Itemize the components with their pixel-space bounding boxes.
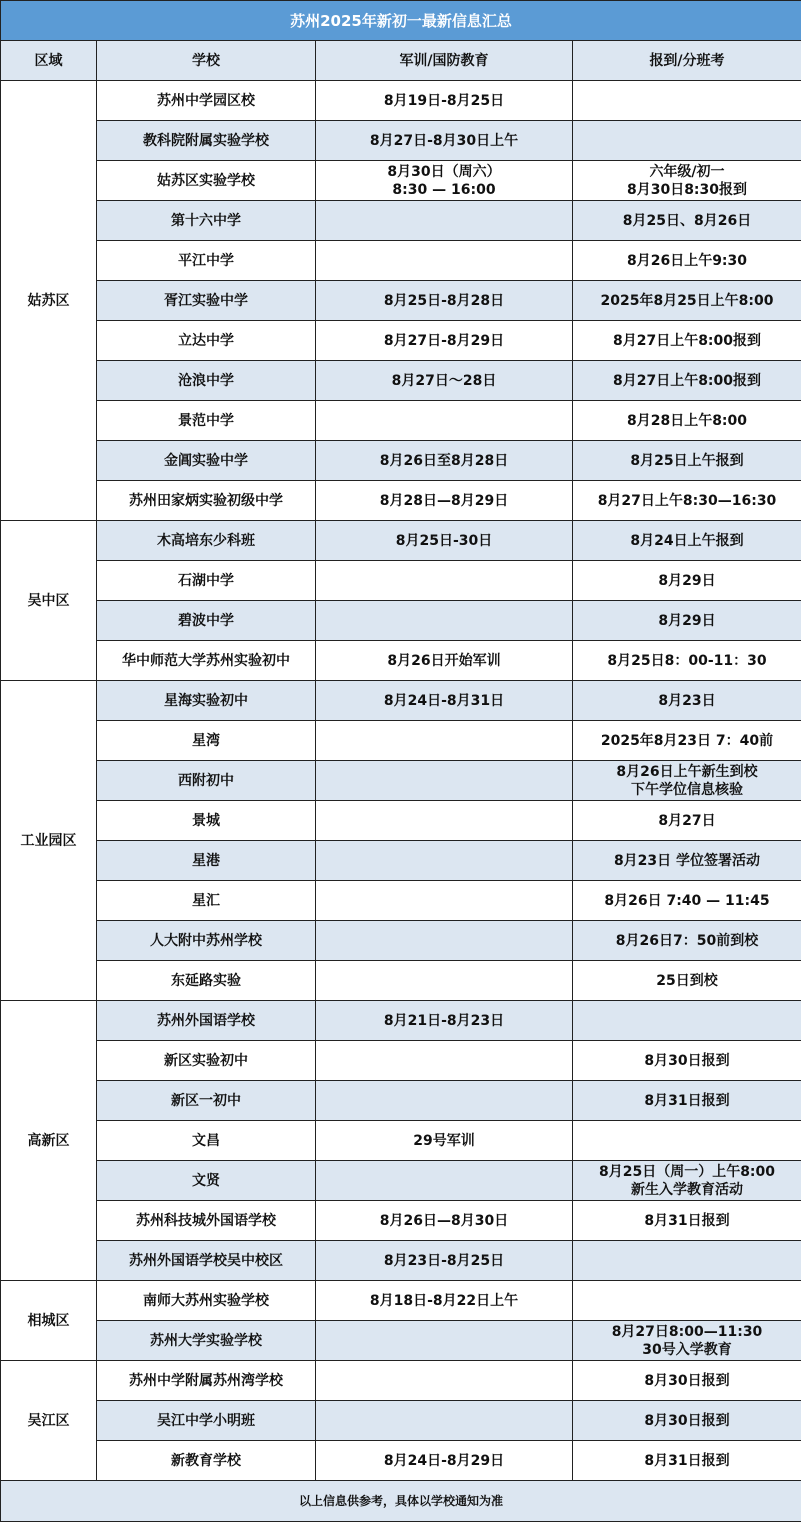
registration-cell: 8月26日 7:40 — 11:45 bbox=[573, 881, 801, 921]
title-row bbox=[1, 1, 801, 41]
table-row bbox=[1, 721, 801, 761]
registration-cell: 8月27日上午8:00报到 bbox=[573, 361, 801, 401]
training-cell: 8月27日～28日 bbox=[316, 361, 573, 401]
registration-cell: 8月25日、8月26日 bbox=[573, 201, 801, 241]
table-row bbox=[1, 1201, 801, 1241]
table-row bbox=[1, 161, 801, 201]
table-row bbox=[1, 281, 801, 321]
registration-cell: 六年级/初一 8月30日8:30报到 bbox=[573, 161, 801, 201]
header-training: 军训/国防教育 bbox=[316, 41, 573, 81]
table-row bbox=[1, 1321, 801, 1361]
header-registration: 报到/分班考 bbox=[573, 41, 801, 81]
training-cell: 8月26日—8月30日 bbox=[316, 1201, 573, 1241]
training-cell bbox=[316, 1401, 573, 1441]
training-cell: 8月25日-30日 bbox=[316, 521, 573, 561]
table-row bbox=[1, 441, 801, 481]
training-cell: 8月19日-8月25日 bbox=[316, 81, 573, 121]
table-row bbox=[1, 1281, 801, 1321]
registration-cell bbox=[573, 1281, 801, 1321]
school-cell: 吴江中学小明班 bbox=[97, 1401, 316, 1441]
registration-cell: 2025年8月23日 7：40前 bbox=[573, 721, 801, 761]
registration-cell bbox=[573, 121, 801, 161]
training-cell bbox=[316, 241, 573, 281]
school-cell: 苏州田家炳实验初级中学 bbox=[97, 481, 316, 521]
table-row bbox=[1, 601, 801, 641]
table-row bbox=[1, 1161, 801, 1201]
registration-cell: 8月31日报到 bbox=[573, 1081, 801, 1121]
district-cell: 高新区 bbox=[1, 1001, 97, 1281]
registration-cell bbox=[573, 1241, 801, 1281]
header-district: 区域 bbox=[1, 41, 97, 81]
registration-cell: 8月23日 学位签署活动 bbox=[573, 841, 801, 881]
school-cell: 立达中学 bbox=[97, 321, 316, 361]
school-cell: 苏州外国语学校 bbox=[97, 1001, 316, 1041]
school-cell: 教科院附属实验学校 bbox=[97, 121, 316, 161]
training-cell: 8月23日-8月25日 bbox=[316, 1241, 573, 1281]
training-cell bbox=[316, 761, 573, 801]
registration-cell: 8月27日8:00—11:30 30号入学教育 bbox=[573, 1321, 801, 1361]
registration-cell: 8月27日上午8:30—16:30 bbox=[573, 481, 801, 521]
registration-cell: 8月26日7：50前到校 bbox=[573, 921, 801, 961]
footer-row bbox=[1, 1481, 801, 1522]
training-cell bbox=[316, 881, 573, 921]
table-row bbox=[1, 401, 801, 441]
table-row bbox=[1, 881, 801, 921]
page-title: 苏州2025年新初一最新信息汇总 bbox=[1, 1, 801, 41]
training-cell bbox=[316, 1361, 573, 1401]
table-row bbox=[1, 521, 801, 561]
school-cell: 木高培东少科班 bbox=[97, 521, 316, 561]
registration-cell: 8月26日上午新生到校 下午学位信息核验 bbox=[573, 761, 801, 801]
registration-cell: 8月25日（周一）上午8:00 新生入学教育活动 bbox=[573, 1161, 801, 1201]
registration-cell: 8月24日上午报到 bbox=[573, 521, 801, 561]
registration-cell: 8月31日报到 bbox=[573, 1201, 801, 1241]
training-cell bbox=[316, 401, 573, 441]
table-row bbox=[1, 641, 801, 681]
school-cell: 第十六中学 bbox=[97, 201, 316, 241]
table-row bbox=[1, 841, 801, 881]
school-cell: 东延路实验 bbox=[97, 961, 316, 1001]
table-row bbox=[1, 1121, 801, 1161]
registration-cell: 8月28日上午8:00 bbox=[573, 401, 801, 441]
training-cell bbox=[316, 1161, 573, 1201]
school-cell: 新教育学校 bbox=[97, 1441, 316, 1481]
table-row bbox=[1, 961, 801, 1001]
school-cell: 苏州中学附属苏州湾学校 bbox=[97, 1361, 316, 1401]
school-cell: 金阊实验中学 bbox=[97, 441, 316, 481]
training-cell: 8月25日-8月28日 bbox=[316, 281, 573, 321]
registration-cell: 8月27日上午8:00报到 bbox=[573, 321, 801, 361]
training-cell: 29号军训 bbox=[316, 1121, 573, 1161]
footer-note: 以上信息供参考，具体以学校通知为准 bbox=[1, 1481, 801, 1522]
school-cell: 平江中学 bbox=[97, 241, 316, 281]
school-cell: 沧浪中学 bbox=[97, 361, 316, 401]
training-cell bbox=[316, 601, 573, 641]
training-cell: 8月30日（周六） 8:30 — 16:00 bbox=[316, 161, 573, 201]
school-cell: 南师大苏州实验学校 bbox=[97, 1281, 316, 1321]
district-cell: 工业园区 bbox=[1, 681, 97, 1001]
registration-cell: 25日到校 bbox=[573, 961, 801, 1001]
table-row bbox=[1, 801, 801, 841]
school-cell: 苏州科技城外国语学校 bbox=[97, 1201, 316, 1241]
table-row bbox=[1, 81, 801, 121]
table-row bbox=[1, 1441, 801, 1481]
table-row bbox=[1, 1241, 801, 1281]
school-cell: 人大附中苏州学校 bbox=[97, 921, 316, 961]
district-cell: 吴中区 bbox=[1, 521, 97, 681]
registration-cell: 8月25日8：00-11：30 bbox=[573, 641, 801, 681]
training-cell: 8月21日-8月23日 bbox=[316, 1001, 573, 1041]
training-cell bbox=[316, 921, 573, 961]
registration-cell: 8月30日报到 bbox=[573, 1041, 801, 1081]
table-row bbox=[1, 921, 801, 961]
training-cell bbox=[316, 561, 573, 601]
training-cell bbox=[316, 801, 573, 841]
training-cell bbox=[316, 721, 573, 761]
table-row bbox=[1, 361, 801, 401]
registration-cell: 8月27日 bbox=[573, 801, 801, 841]
district-cell: 姑苏区 bbox=[1, 81, 97, 521]
school-cell: 新区一初中 bbox=[97, 1081, 316, 1121]
table-row bbox=[1, 1081, 801, 1121]
district-cell: 相城区 bbox=[1, 1281, 97, 1361]
school-cell: 碧波中学 bbox=[97, 601, 316, 641]
training-cell: 8月27日-8月30日上午 bbox=[316, 121, 573, 161]
school-cell: 苏州大学实验学校 bbox=[97, 1321, 316, 1361]
table-row bbox=[1, 561, 801, 601]
school-cell: 胥江实验中学 bbox=[97, 281, 316, 321]
school-cell: 西附初中 bbox=[97, 761, 316, 801]
registration-cell bbox=[573, 81, 801, 121]
registration-cell bbox=[573, 1121, 801, 1161]
registration-cell: 8月26日上午9:30 bbox=[573, 241, 801, 281]
training-cell: 8月26日开始军训 bbox=[316, 641, 573, 681]
school-cell: 新区实验初中 bbox=[97, 1041, 316, 1081]
registration-cell: 8月31日报到 bbox=[573, 1441, 801, 1481]
registration-cell: 8月29日 bbox=[573, 561, 801, 601]
header-row bbox=[1, 41, 801, 81]
registration-cell: 8月29日 bbox=[573, 601, 801, 641]
school-cell: 文昌 bbox=[97, 1121, 316, 1161]
training-cell bbox=[316, 1081, 573, 1121]
registration-cell: 8月30日报到 bbox=[573, 1401, 801, 1441]
registration-cell: 8月30日报到 bbox=[573, 1361, 801, 1401]
school-cell: 苏州外国语学校吴中校区 bbox=[97, 1241, 316, 1281]
training-cell bbox=[316, 201, 573, 241]
school-cell: 星汇 bbox=[97, 881, 316, 921]
registration-cell: 8月23日 bbox=[573, 681, 801, 721]
school-cell: 星湾 bbox=[97, 721, 316, 761]
school-cell: 华中师范大学苏州实验初中 bbox=[97, 641, 316, 681]
school-cell: 石湖中学 bbox=[97, 561, 316, 601]
header-school: 学校 bbox=[97, 41, 316, 81]
school-cell: 星港 bbox=[97, 841, 316, 881]
training-cell: 8月28日—8月29日 bbox=[316, 481, 573, 521]
training-cell bbox=[316, 1041, 573, 1081]
training-cell bbox=[316, 841, 573, 881]
table-row bbox=[1, 481, 801, 521]
school-cell: 姑苏区实验学校 bbox=[97, 161, 316, 201]
training-cell: 8月24日-8月31日 bbox=[316, 681, 573, 721]
table-row bbox=[1, 1001, 801, 1041]
registration-cell bbox=[573, 1001, 801, 1041]
table-row bbox=[1, 1041, 801, 1081]
school-cell: 文贤 bbox=[97, 1161, 316, 1201]
table-row bbox=[1, 121, 801, 161]
training-cell: 8月24日-8月29日 bbox=[316, 1441, 573, 1481]
table-row bbox=[1, 241, 801, 281]
registration-cell: 2025年8月25日上午8:00 bbox=[573, 281, 801, 321]
training-cell: 8月26日至8月28日 bbox=[316, 441, 573, 481]
table-row bbox=[1, 1401, 801, 1441]
training-cell: 8月27日-8月29日 bbox=[316, 321, 573, 361]
table-row bbox=[1, 761, 801, 801]
training-cell bbox=[316, 961, 573, 1001]
school-cell: 星海实验初中 bbox=[97, 681, 316, 721]
table-row bbox=[1, 1361, 801, 1401]
table-row bbox=[1, 681, 801, 721]
school-cell: 景城 bbox=[97, 801, 316, 841]
table-row bbox=[1, 321, 801, 361]
school-cell: 苏州中学园区校 bbox=[97, 81, 316, 121]
district-cell: 吴江区 bbox=[1, 1361, 97, 1481]
table-row bbox=[1, 201, 801, 241]
school-cell: 景范中学 bbox=[97, 401, 316, 441]
training-cell: 8月18日-8月22日上午 bbox=[316, 1281, 573, 1321]
registration-cell: 8月25日上午报到 bbox=[573, 441, 801, 481]
training-cell bbox=[316, 1321, 573, 1361]
